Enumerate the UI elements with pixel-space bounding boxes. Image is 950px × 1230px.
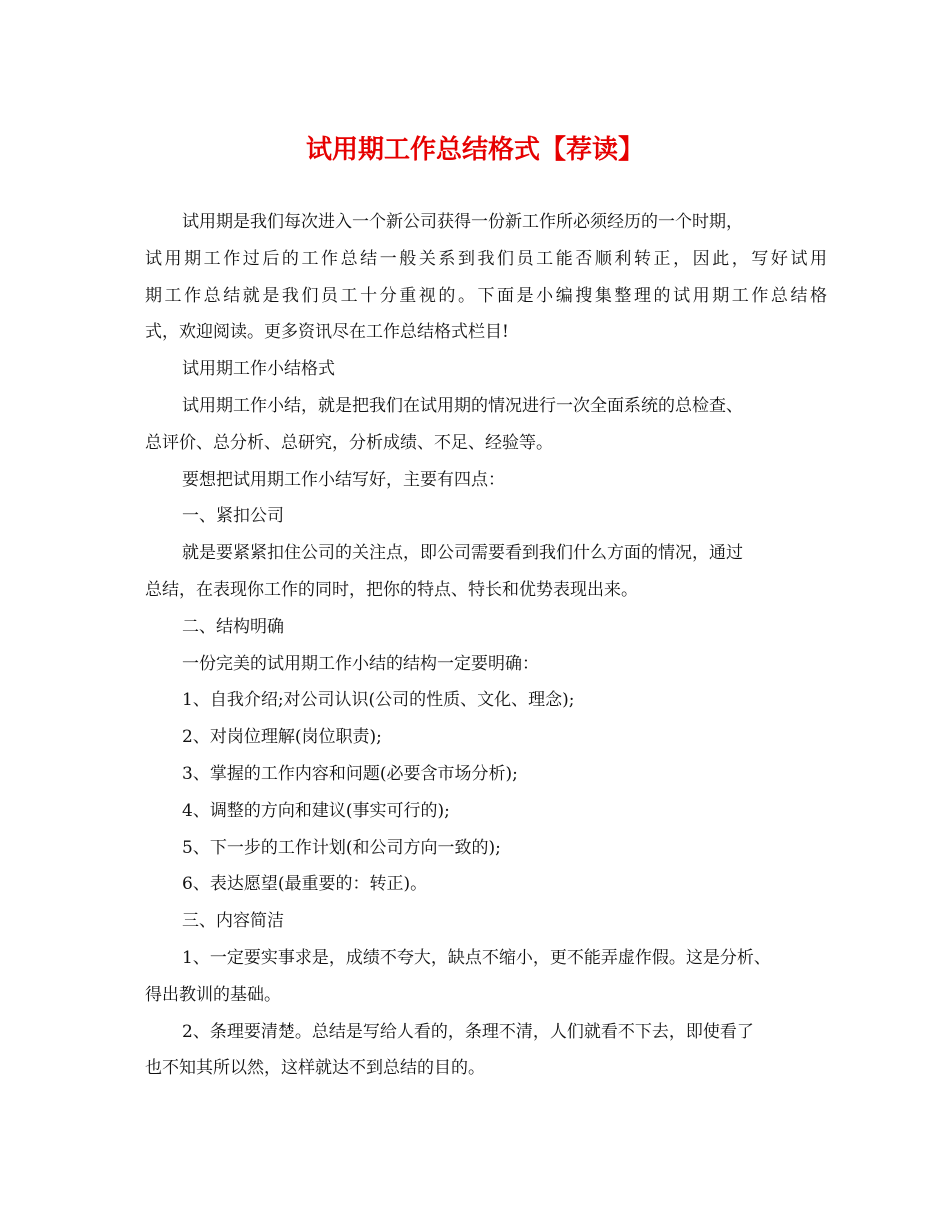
list-item: 5、下一步的工作计划(和公司方向一致的); <box>182 837 501 858</box>
paragraph-line: 期工作总结就是我们员工十分重视的。下面是小编搜集整理的试用期工作总结格 <box>145 285 827 306</box>
document-title: 试用期工作总结格式【荐读】 <box>305 135 644 165</box>
paragraph-line: 总结，在表现你工作的同时，把你的特点、特长和优势表现出来。 <box>145 579 638 600</box>
paragraph-line: 也不知其所以然，这样就达不到总结的目的。 <box>145 1058 485 1079</box>
list-item: 4、调整的方向和建议(事实可行的); <box>182 800 450 821</box>
paragraph-line: 试用期工作过后的工作总结一般关系到我们员工能否顺利转正，因此，写好试用 <box>145 248 827 269</box>
paragraph-line: 试用期是我们每次进入一个新公司获得一份新工作所必须经历的一个时期， <box>182 212 743 232</box>
paragraph-line: 总评价、总分析、总研究，分析成绩、不足、经验等。 <box>145 432 553 453</box>
list-item: 3、掌握的工作内容和问题(必要含市场分析); <box>182 763 518 784</box>
paragraph-line: 要想把试用期工作小结写好，主要有四点： <box>182 469 505 490</box>
paragraph-line: 试用期工作小结，就是把我们在试用期的情况进行一次全面系统的总检查、 <box>182 395 743 416</box>
section-heading: 试用期工作小结格式 <box>182 359 335 380</box>
list-item: 1、自我介绍;对公司认识(公司的性质、文化、理念); <box>182 690 575 711</box>
paragraph-line: 一份完美的试用期工作小结的结构一定要明确： <box>182 653 539 674</box>
paragraph-line: 1、一定要实事求是，成绩不夸大，缺点不缩小，更不能弄虚作假。这是分析、 <box>182 947 771 968</box>
paragraph-line: 得出教训的基础。 <box>145 984 281 1005</box>
list-item: 2、对岗位理解(岗位职责); <box>182 727 382 748</box>
document-body <box>145 204 827 1087</box>
paragraph-line: 就是要紧紧扣住公司的关注点，即公司需要看到我们什么方面的情况，通过 <box>182 543 743 564</box>
section-heading: 三、内容简洁 <box>182 911 284 932</box>
list-item: 6、表达愿望(最重要的：转正)。 <box>182 874 428 895</box>
section-heading: 一、紧扣公司 <box>182 506 284 527</box>
paragraph-line: 2、条理要清楚。总结是写给人看的，条理不清，人们就看不下去，即使看了 <box>182 1021 754 1042</box>
section-heading: 二、结构明确 <box>182 616 284 637</box>
paragraph-line: 式，欢迎阅读。更多资讯尽在工作总结格式栏目! <box>145 322 509 343</box>
